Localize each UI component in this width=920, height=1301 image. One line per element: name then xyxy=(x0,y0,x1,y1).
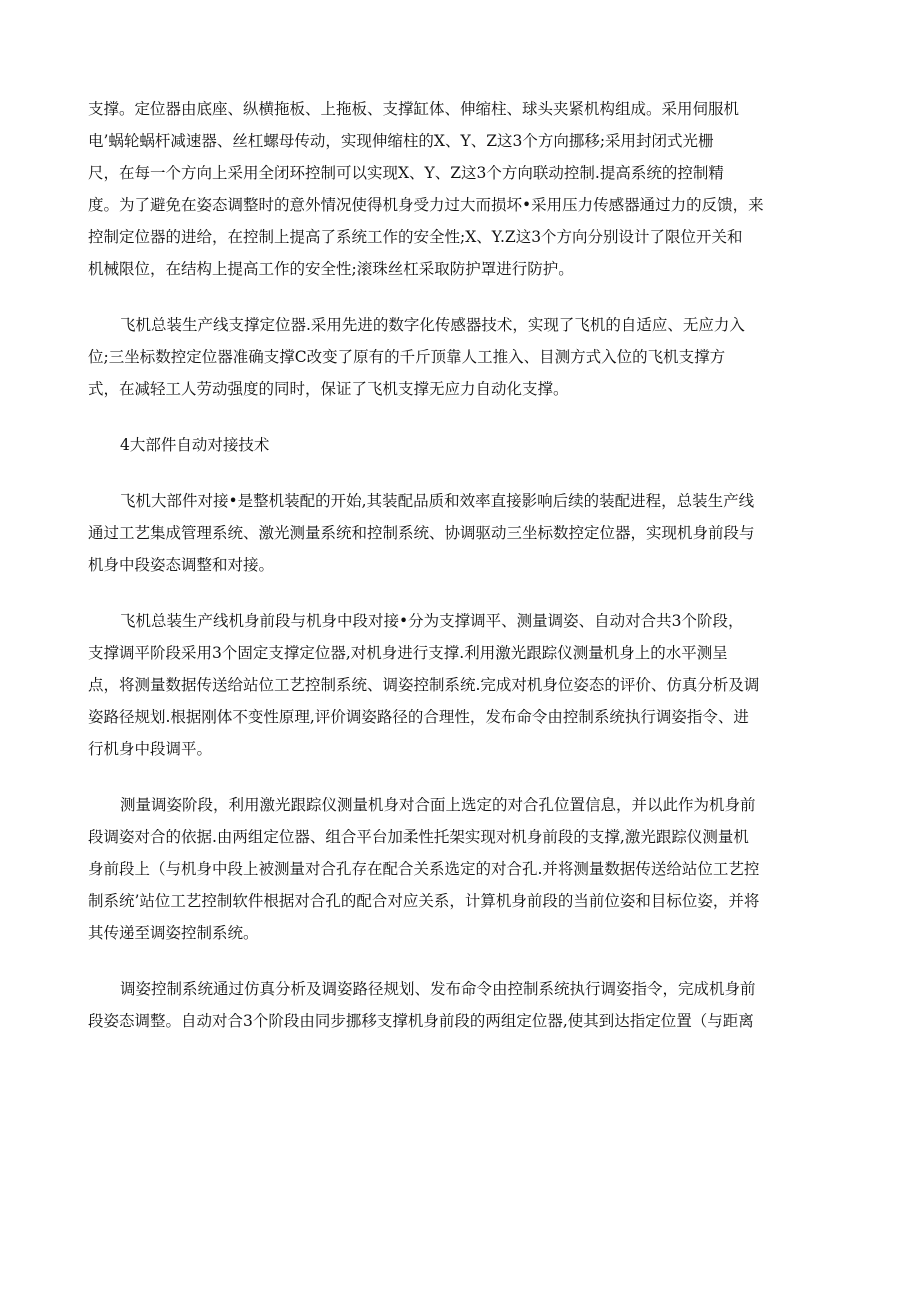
text-line: 尺，在每一个方向上采用全闭环控制可以实现X、Y、Z这3个方向联动控制.提高系统的控制精 xyxy=(88,164,724,182)
text-line: 姿路径规划.根据刚体不变性原理,评价调姿路径的合理性，发布命令由控制系统执行调姿指令、进 xyxy=(88,708,749,726)
text-line: 制系统’站位工艺控制软件根据对合孔的配合对应关系，计算机身前段的当前位姿和目标位姿，并将 xyxy=(88,892,760,910)
text-line: 测量调姿阶段，利用激光跟踪仪测量机身对合面上选定的对合孔位置信息，并以此作为机身前 xyxy=(120,796,756,814)
text-line: 支撑调平阶段采用3个固定支撑定位器,对机身进行支撑.利用激光跟踪仪测量机身上的水平测呈 xyxy=(88,644,728,662)
document-body xyxy=(88,93,826,1037)
text-line: 机械限位，在结构上提高工作的安全性;滚珠丝杠采取防护罩进行防护。 xyxy=(88,260,574,278)
text-line: 式，在减轻工人劳动强度的同时，保证了飞机支撑无应力自动化支撑。 xyxy=(88,380,569,398)
paragraph-positioner-structure xyxy=(88,93,826,285)
text-line: 控制定位器的进给，在控制上提高了系统工作的安全性;X、Y.Z这3个方向分别设计了限位开关和 xyxy=(88,228,743,246)
paragraph-docking-intro xyxy=(88,485,826,581)
paragraph-support-positioner xyxy=(88,309,826,405)
paragraph-attitude-control xyxy=(88,973,826,1037)
text-line: 飞机总装生产线机身前段与机身中段对接•分为支撑调平、测量调姿、自动对合共3个阶段， xyxy=(120,612,744,630)
text-line: 机身中段姿态调整和对接。 xyxy=(88,556,275,574)
text-line: 其传递至调姿控制系统。 xyxy=(88,924,259,942)
text-line: 行机身中段调平。 xyxy=(88,740,213,758)
text-line: 飞机大部件对接•是整机装配的开始,其装配品质和效率直接影响后续的装配进程，总装生产线 xyxy=(120,492,755,510)
paragraph-measurement-adjustment xyxy=(88,789,826,949)
section-heading xyxy=(88,429,826,461)
text-line: 段姿态调整。自动对合3个阶段由同步挪移支撑机身前段的两组定位器,使其到达指定位置（与距离 xyxy=(88,1012,754,1030)
text-line: 支撑。定位器由底座、纵横拖板、上拖板、支撑缸体、伸缩柱、球头夹紧机构组成。采用伺服机 xyxy=(88,100,740,118)
text-line: 度。为了避免在姿态调整时的意外情况使得机身受力过大而损坏•采用压力传感器通过力的反馈，来 xyxy=(88,196,764,214)
text-line: 身前段上（与机身中段上被测量对合孔存在配合关系选定的对合孔.并将测量数据传送给站位工艺控 xyxy=(88,860,760,878)
text-line: 通过工艺集成管理系统、激光测量系统和控制系统、协调驱动三坐标数控定位器，实现机身前段与 xyxy=(88,524,755,542)
text-line: 飞机总装生产线支撑定位器.采用先进的数字化传感器技术，实现了飞机的自适应、无应力入 xyxy=(120,316,745,334)
text-line: 调姿控制系统通过仿真分析及调姿路径规划、发布命令由控制系统执行调姿指令，完成机身前 xyxy=(120,980,756,998)
text-line: 段调姿对合的依据.由两组定位器、组合平台加柔性托架实现对机身前段的支撑,激光跟踪仪测量机 xyxy=(88,828,749,846)
text-line: 电’蜗轮蜗杆减速器、丝杠螺母传动，实现伸缩柱的X、Y、Z这3个方向挪移;采用封闭式光栅 xyxy=(88,132,714,150)
section-heading-text: 4大部件自动对接技术 xyxy=(120,436,270,454)
text-line: 位;三坐标数控定位器准确支撑C改变了原有的千斤顶靠人工推入、目测方式入位的飞机支撑方 xyxy=(88,348,726,366)
text-line: 点，将测量数据传送给站位工艺控制系统、调姿控制系统.完成对机身位姿态的评价、仿真分析及调 xyxy=(88,676,760,694)
paragraph-docking-stages xyxy=(88,605,826,765)
